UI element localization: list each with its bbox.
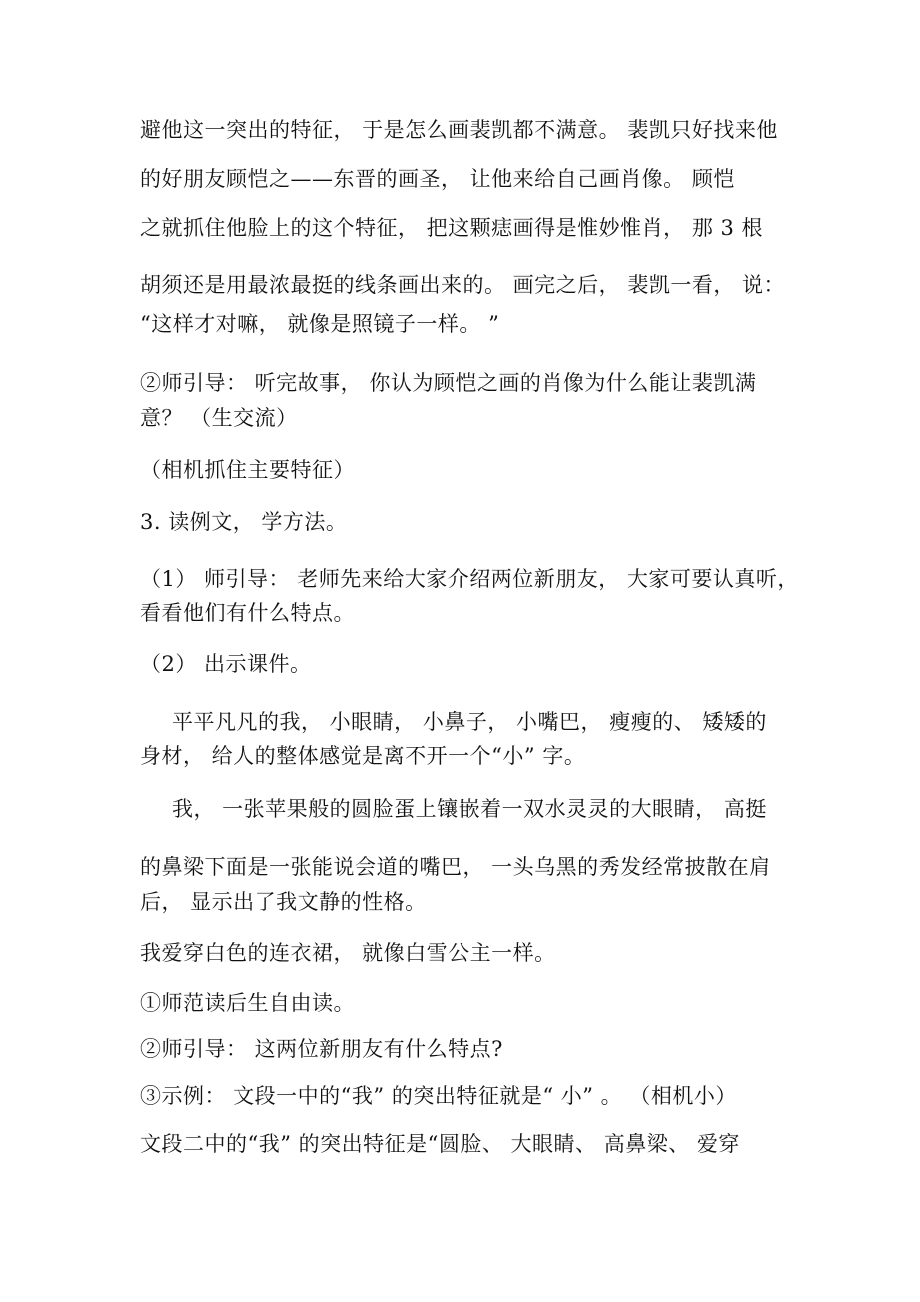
example-paragraph-line: 的鼻梁下面是一张能说会道的嘴巴， 一头乌黑的秀发经常披散在肩 <box>140 855 771 879</box>
text-line: （相机抓住主要特征） <box>140 458 355 482</box>
text-line: （1） 师引导： 老师先来给大家介绍两位新朋友， 大家可要认真听， <box>140 567 799 591</box>
list-item-heading: 3. 读例文， 学方法。 <box>140 510 348 534</box>
text-line: ②师引导： 听完故事， 你认为顾恺之画的肖像为什么能让裴凯满 <box>140 371 757 395</box>
text-line: 看看他们有什么特点。 <box>140 601 355 625</box>
text-line: 胡须还是用最浓最挺的线条画出来的。 画完之后， 裴凯一看， 说： <box>140 273 786 297</box>
text-line: “这样才对嘛， 就像是照镜子一样。 ” <box>140 312 500 336</box>
text-line: ①师范读后生自由读。 <box>140 991 355 1015</box>
text-line: 的好朋友顾恺之——东晋的画圣， 让他来给自己画肖像。 顾恺 <box>140 167 735 191</box>
text-line: （2） 出示课件。 <box>140 652 312 676</box>
example-paragraph-line: 我， 一张苹果般的圆脸蛋上镶嵌着一双水灵灵的大眼睛， 高挺 <box>172 797 767 821</box>
text-line: 意？ （生交流） <box>140 406 298 430</box>
text-line: 我爱穿白色的连衣裙， 就像白雪公主一样。 <box>140 941 556 965</box>
example-paragraph-line: 后， 显示出了我文静的性格。 <box>140 890 427 914</box>
text-line: 文段二中的“我” 的突出特征是“圆脸、 大眼睛、 高鼻梁、 爱穿 <box>140 1132 740 1156</box>
example-paragraph-line: 身材， 给人的整体感觉是离不开一个“小” 字。 <box>140 744 586 768</box>
text-line: 避他这一突出的特征， 于是怎么画裴凯都不满意。 裴凯只好找来他 <box>140 118 778 142</box>
example-paragraph-line: 平平凡凡的我， 小眼睛， 小鼻子， 小嘴巴， 瘦瘦的、 矮矮的 <box>172 710 767 734</box>
text-line: ③示例： 文段一中的“我” 的突出特征就是“ 小” 。 （相机小） <box>140 1084 737 1108</box>
text-line: 之就抓住他脸上的这个特征， 把这颗痣画得是惟妙惟肖， 那 3 根 <box>140 216 764 240</box>
text-line: ②师引导： 这两位新朋友有什么特点? <box>140 1037 503 1061</box>
